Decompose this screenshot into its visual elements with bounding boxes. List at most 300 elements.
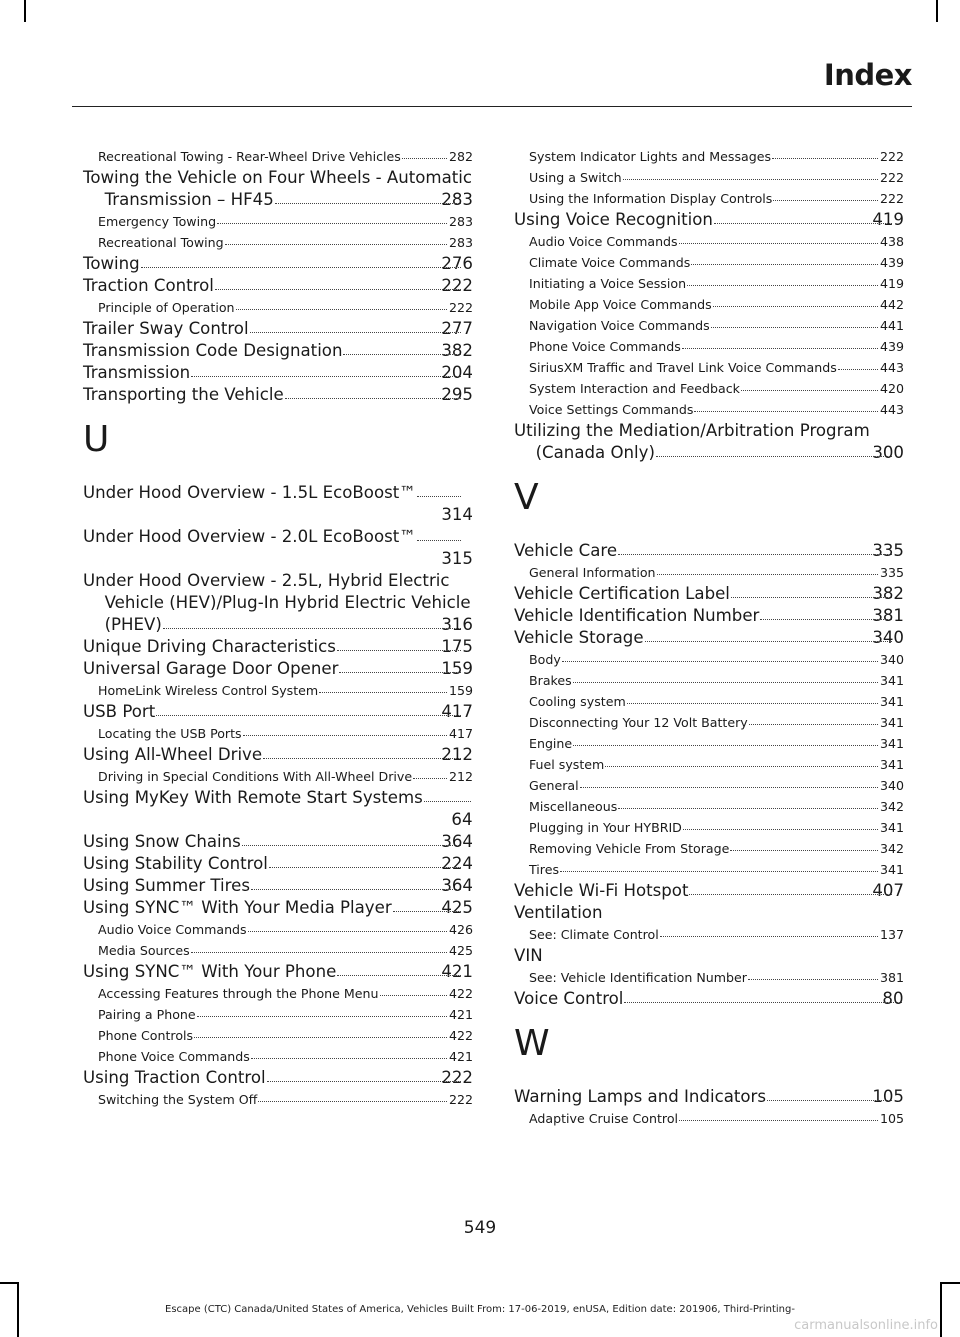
dot-leader bbox=[217, 223, 447, 224]
index-subentry bbox=[514, 733, 904, 754]
index-entry bbox=[83, 318, 473, 340]
entry-page-number: 222 bbox=[879, 167, 904, 188]
entry-label: See: Vehicle Identification Number bbox=[529, 970, 747, 985]
entry-page-number: 419 bbox=[879, 273, 904, 294]
entry-page-number: 341 bbox=[879, 670, 904, 691]
crop-mark-bottom-right bbox=[940, 1282, 960, 1284]
index-subentry bbox=[514, 1108, 904, 1129]
dot-leader bbox=[248, 931, 447, 932]
entry-page-number: 64 bbox=[451, 810, 473, 829]
entry-label: Navigation Voice Commands bbox=[529, 318, 710, 333]
dot-leader bbox=[380, 995, 447, 996]
entry-label: Universal Garage Door Opener bbox=[83, 659, 339, 678]
index-entry bbox=[514, 627, 904, 649]
entry-page-number: 105 bbox=[879, 1108, 904, 1129]
dot-leader bbox=[573, 682, 878, 683]
index-entry bbox=[83, 167, 473, 211]
dot-leader bbox=[580, 787, 878, 788]
dot-leader bbox=[660, 936, 878, 937]
entry-label: Using Snow Chains bbox=[83, 832, 241, 851]
dot-leader bbox=[215, 289, 461, 290]
index-entry bbox=[83, 897, 473, 919]
dot-leader bbox=[618, 808, 878, 809]
index-entry bbox=[83, 275, 473, 297]
dot-leader bbox=[263, 758, 461, 759]
dot-leader bbox=[560, 871, 878, 872]
entry-label: Media Sources bbox=[98, 943, 190, 958]
dot-leader bbox=[250, 332, 461, 333]
index-entry bbox=[83, 961, 473, 983]
index-subentry bbox=[514, 336, 904, 357]
entry-page-number: 316 bbox=[441, 615, 473, 634]
entry-page-number: 315 bbox=[441, 549, 473, 568]
dot-leader bbox=[689, 894, 891, 895]
dot-leader bbox=[337, 975, 461, 976]
entry-page-number: 222 bbox=[448, 297, 473, 318]
entry-label: Using a Switch bbox=[529, 170, 622, 185]
entry-label: SiriusXM Traffic and Travel Link Voice Commands bbox=[529, 360, 837, 375]
dot-leader bbox=[243, 735, 447, 736]
index-subentry bbox=[514, 399, 904, 420]
dot-leader bbox=[343, 354, 460, 355]
index-subentry bbox=[83, 1025, 473, 1046]
dot-leader bbox=[731, 597, 892, 598]
index-entry bbox=[514, 988, 904, 1010]
entry-page-number: 204 bbox=[441, 363, 473, 382]
index-entry bbox=[514, 420, 904, 464]
entry-page-number: 341 bbox=[879, 712, 904, 733]
entry-page-number: 381 bbox=[872, 606, 904, 625]
entry-label: HomeLink Wireless Control System bbox=[98, 683, 319, 698]
entry-page-number: 340 bbox=[872, 628, 904, 647]
entry-label: Using Voice Recognition bbox=[514, 210, 713, 229]
dot-leader bbox=[393, 911, 461, 912]
index-subentry bbox=[83, 919, 473, 940]
index-entry bbox=[83, 875, 473, 897]
dot-leader bbox=[657, 574, 878, 575]
dot-leader bbox=[251, 889, 461, 890]
entry-label: Adaptive Cruise Control bbox=[529, 1111, 679, 1126]
dot-leader bbox=[713, 306, 878, 307]
entry-page-number: 80 bbox=[882, 989, 904, 1008]
entry-page-number: 283 bbox=[448, 211, 473, 232]
entry-page-number: 443 bbox=[879, 357, 904, 378]
entry-page-number: 283 bbox=[441, 190, 473, 209]
index-subentry bbox=[514, 712, 904, 733]
entry-label: Using Traction Control bbox=[83, 1068, 266, 1087]
entry-label: Cooling system bbox=[529, 694, 626, 709]
entry-label: Body bbox=[529, 652, 561, 667]
dot-leader bbox=[242, 845, 461, 846]
index-subentry bbox=[514, 562, 904, 583]
index-subentry bbox=[514, 754, 904, 775]
dot-leader bbox=[194, 1037, 447, 1038]
entry-label: Using MyKey With Remote Start Systems bbox=[83, 788, 423, 807]
index-subentry bbox=[83, 1004, 473, 1025]
entry-page-number: 364 bbox=[441, 876, 473, 895]
dot-leader bbox=[225, 244, 447, 245]
dot-leader bbox=[269, 867, 461, 868]
dot-leader bbox=[339, 672, 461, 673]
index-subentry bbox=[514, 231, 904, 252]
dot-leader bbox=[562, 661, 878, 662]
dot-leader bbox=[197, 1016, 447, 1017]
entry-page-number: 441 bbox=[879, 315, 904, 336]
entry-page-number: 438 bbox=[879, 231, 904, 252]
dot-leader bbox=[627, 703, 878, 704]
index-entry bbox=[514, 540, 904, 562]
entry-label: Using SYNC™ With Your Phone bbox=[83, 962, 337, 981]
index-entry bbox=[83, 362, 473, 384]
dot-leader bbox=[772, 158, 878, 159]
index-entry bbox=[83, 1067, 473, 1089]
entry-label: Locating the USB Ports bbox=[98, 726, 242, 741]
index-entry bbox=[83, 787, 473, 831]
index-entry bbox=[83, 384, 473, 406]
entry-label: Principle of Operation bbox=[98, 300, 235, 315]
dot-leader bbox=[656, 456, 892, 457]
dot-leader bbox=[605, 766, 878, 767]
entry-page-number: 442 bbox=[879, 294, 904, 315]
index-entry bbox=[514, 945, 904, 967]
entry-label: System Interaction and Feedback bbox=[529, 381, 740, 396]
entry-label: Miscellaneous bbox=[529, 799, 618, 814]
entry-page-number: 426 bbox=[448, 919, 473, 940]
entry-page-number: 159 bbox=[441, 659, 473, 678]
entry-label: Voice Settings Commands bbox=[529, 402, 694, 417]
entry-label: Under Hood Overview - 2.5L, Hybrid Electric Vehicle (HEV)/Plug-In Hybrid Electric Vehicle (PHEV) bbox=[83, 571, 471, 634]
entry-label: VIN bbox=[514, 946, 543, 965]
entry-label: Climate Voice Commands bbox=[529, 255, 691, 270]
entry-label: General Information bbox=[529, 565, 656, 580]
index-subentry bbox=[83, 723, 473, 744]
entry-label: Towing bbox=[83, 254, 140, 273]
index-column-right bbox=[514, 146, 904, 1129]
index-letter-heading: V bbox=[514, 477, 539, 518]
index-subentry bbox=[83, 1046, 473, 1067]
index-subentry bbox=[514, 357, 904, 378]
entry-page-number: 407 bbox=[872, 881, 904, 900]
entry-label: Emergency Towing bbox=[98, 214, 217, 229]
index-subentry bbox=[83, 211, 473, 232]
entry-page-number: 417 bbox=[441, 702, 473, 721]
dot-leader bbox=[679, 243, 878, 244]
entry-label: Recreational Towing bbox=[98, 235, 224, 250]
index-entry bbox=[83, 701, 473, 723]
entry-label: Under Hood Overview - 1.5L EcoBoost™ bbox=[83, 483, 416, 502]
dot-leader bbox=[749, 724, 878, 725]
entry-label: Driving in Special Conditions With All-Wheel Drive bbox=[98, 769, 413, 784]
index-subentry bbox=[514, 273, 904, 294]
crop-mark-top-right bbox=[936, 0, 938, 22]
index-subentry bbox=[514, 691, 904, 712]
entry-label: Vehicle Storage bbox=[514, 628, 644, 647]
entry-label: Transmission Code Designation bbox=[83, 341, 343, 360]
entry-page-number: 422 bbox=[448, 1025, 473, 1046]
entry-label: Towing the Vehicle on Four Wheels - Automatic Transmission – HF45 bbox=[83, 168, 472, 209]
index-entry bbox=[83, 853, 473, 875]
entry-label: Disconnecting Your 12 Volt Battery bbox=[529, 715, 748, 730]
index-entry bbox=[83, 570, 473, 636]
entry-page-number: 340 bbox=[879, 775, 904, 796]
entry-label: Phone Voice Commands bbox=[98, 1049, 250, 1064]
index-subentry bbox=[514, 670, 904, 691]
index-subentry bbox=[514, 315, 904, 336]
index-subentry bbox=[514, 294, 904, 315]
dot-leader bbox=[683, 829, 878, 830]
dot-leader bbox=[773, 200, 878, 201]
dot-leader bbox=[573, 745, 878, 746]
entry-page-number: 341 bbox=[879, 733, 904, 754]
footer-text: Escape (CTC) Canada/United States of America, Vehicles Built From: 17-06-2019, enUSA, Edition date: 201906, Third-Printing- bbox=[165, 1304, 795, 1315]
index-entry bbox=[514, 583, 904, 605]
entry-label: Transporting the Vehicle bbox=[83, 385, 284, 404]
entry-label: Unique Driving Characteristics bbox=[83, 637, 336, 656]
dot-leader bbox=[267, 1081, 461, 1082]
index-subentry bbox=[514, 775, 904, 796]
entry-label: Ventilation bbox=[514, 903, 603, 922]
entry-page-number: 421 bbox=[448, 1004, 473, 1025]
dot-leader bbox=[141, 267, 461, 268]
dot-leader bbox=[275, 203, 461, 204]
entry-label: Voice Control bbox=[514, 989, 624, 1008]
entry-label: Using Stability Control bbox=[83, 854, 268, 873]
index-letter-heading: U bbox=[83, 419, 110, 460]
entry-label: Warning Lamps and Indicators bbox=[514, 1087, 766, 1106]
entry-label: Vehicle Care bbox=[514, 541, 618, 560]
index-entry bbox=[83, 658, 473, 680]
index-entry bbox=[83, 526, 473, 570]
index-subentry bbox=[514, 859, 904, 880]
entry-page-number: 295 bbox=[441, 385, 473, 404]
entry-label: Utilizing the Mediation/Arbitration Program (Canada Only) bbox=[514, 421, 870, 462]
dot-leader bbox=[741, 390, 878, 391]
entry-label: Transmission bbox=[83, 363, 191, 382]
index-entry bbox=[514, 1086, 904, 1108]
entry-page-number: 212 bbox=[448, 766, 473, 787]
entry-page-number: 105 bbox=[872, 1087, 904, 1106]
dot-leader bbox=[645, 641, 892, 642]
entry-page-number: 422 bbox=[448, 983, 473, 1004]
index-subentry bbox=[514, 817, 904, 838]
entry-page-number: 222 bbox=[448, 1089, 473, 1110]
entry-page-number: 222 bbox=[441, 1068, 473, 1087]
index-subentry bbox=[83, 297, 473, 318]
index-subentry bbox=[514, 796, 904, 817]
entry-label: Using All-Wheel Drive bbox=[83, 745, 263, 764]
dot-leader bbox=[251, 1058, 447, 1059]
dot-leader bbox=[191, 376, 461, 377]
entry-page-number: 419 bbox=[872, 210, 904, 229]
index-letter-heading: W bbox=[514, 1023, 550, 1064]
index-entry bbox=[83, 831, 473, 853]
entry-label: Switching the System Off bbox=[98, 1092, 258, 1107]
entry-label: Initiating a Voice Session bbox=[529, 276, 687, 291]
entry-page-number: 382 bbox=[441, 341, 473, 360]
entry-page-number: 425 bbox=[448, 940, 473, 961]
dot-leader bbox=[711, 327, 878, 328]
entry-label: Phone Voice Commands bbox=[529, 339, 681, 354]
dot-leader bbox=[258, 1101, 447, 1102]
entry-label: General bbox=[529, 778, 579, 793]
entry-page-number: 439 bbox=[879, 252, 904, 273]
entry-page-number: 224 bbox=[441, 854, 473, 873]
entry-page-number: 420 bbox=[879, 378, 904, 399]
entry-label: Pairing a Phone bbox=[98, 1007, 196, 1022]
dot-leader bbox=[156, 715, 461, 716]
dot-leader bbox=[687, 285, 878, 286]
entry-page-number: 364 bbox=[441, 832, 473, 851]
index-entry bbox=[514, 209, 904, 231]
index-subentry bbox=[83, 766, 473, 787]
entry-page-number: 341 bbox=[879, 859, 904, 880]
entry-page-number: 159 bbox=[448, 680, 473, 701]
entry-page-number: 341 bbox=[879, 691, 904, 712]
entry-page-number: 282 bbox=[448, 146, 473, 167]
dot-leader bbox=[236, 309, 447, 310]
entry-label: Removing Vehicle From Storage bbox=[529, 841, 730, 856]
entry-label: USB Port bbox=[83, 702, 156, 721]
entry-label: Using the Information Display Controls bbox=[529, 191, 773, 206]
index-entry bbox=[83, 253, 473, 275]
dot-leader bbox=[767, 1100, 892, 1101]
entry-label: Traction Control bbox=[83, 276, 214, 295]
index-entry bbox=[83, 744, 473, 766]
index-column-left bbox=[83, 146, 473, 1110]
dot-leader bbox=[623, 179, 878, 180]
entry-label: Phone Controls bbox=[98, 1028, 194, 1043]
entry-page-number: 421 bbox=[441, 962, 473, 981]
entry-label: Tires bbox=[529, 862, 560, 877]
index-subentry bbox=[83, 940, 473, 961]
watermark: carmanualsonline.info bbox=[794, 1318, 938, 1333]
entry-page-number: 335 bbox=[879, 562, 904, 583]
entry-label: Engine bbox=[529, 736, 573, 751]
dot-leader bbox=[694, 411, 877, 412]
entry-page-number: 222 bbox=[879, 188, 904, 209]
index-subentry bbox=[514, 188, 904, 209]
entry-page-number: 276 bbox=[441, 254, 473, 273]
page-title: Index bbox=[823, 58, 912, 92]
entry-label: Mobile App Voice Commands bbox=[529, 297, 712, 312]
entry-label: Vehicle Certification Label bbox=[514, 584, 730, 603]
dot-leader bbox=[417, 496, 461, 497]
entry-page-number: 342 bbox=[879, 796, 904, 817]
entry-page-number: 443 bbox=[879, 399, 904, 420]
dot-leader bbox=[624, 1002, 902, 1003]
entry-page-number: 314 bbox=[441, 505, 473, 524]
crop-mark-bottom-left bbox=[0, 1282, 18, 1284]
dot-leader bbox=[402, 158, 447, 159]
entry-label: Plugging in Your HYBRID bbox=[529, 820, 682, 835]
entry-label: Brakes bbox=[529, 673, 572, 688]
index-subentry bbox=[514, 924, 904, 945]
header-divider bbox=[72, 106, 912, 107]
index-subentry bbox=[514, 146, 904, 167]
entry-page-number: 341 bbox=[879, 817, 904, 838]
index-subentry bbox=[83, 146, 473, 167]
dot-leader bbox=[760, 619, 892, 620]
entry-label: Using SYNC™ With Your Media Player bbox=[83, 898, 392, 917]
index-subentry bbox=[83, 680, 473, 701]
dot-leader bbox=[679, 1120, 878, 1121]
dot-leader bbox=[838, 369, 878, 370]
entry-page-number: 382 bbox=[872, 584, 904, 603]
dot-leader bbox=[163, 628, 461, 629]
index-entry bbox=[83, 636, 473, 658]
entry-label: Vehicle Wi-Fi Hotspot bbox=[514, 881, 689, 900]
crop-mark-top-left bbox=[24, 0, 26, 22]
entry-page-number: 300 bbox=[872, 443, 904, 462]
dot-leader bbox=[424, 801, 471, 802]
entry-page-number: 342 bbox=[879, 838, 904, 859]
entry-label: Using Summer Tires bbox=[83, 876, 250, 895]
entry-label: System Indicator Lights and Messages bbox=[529, 149, 772, 164]
index-subentry bbox=[514, 967, 904, 988]
entry-label: Audio Voice Commands bbox=[98, 922, 247, 937]
entry-page-number: 335 bbox=[872, 541, 904, 560]
index-entry bbox=[514, 880, 904, 902]
dot-leader bbox=[285, 398, 461, 399]
index-entry bbox=[83, 482, 473, 526]
dot-leader bbox=[691, 264, 878, 265]
entry-page-number: 222 bbox=[441, 276, 473, 295]
entry-page-number: 381 bbox=[879, 967, 904, 988]
dot-leader bbox=[730, 850, 878, 851]
entry-label: Vehicle Identification Number bbox=[514, 606, 760, 625]
index-subentry bbox=[514, 838, 904, 859]
dot-leader bbox=[714, 223, 892, 224]
entry-page-number: 421 bbox=[448, 1046, 473, 1067]
entry-page-number: 175 bbox=[441, 637, 473, 656]
dot-leader bbox=[417, 540, 461, 541]
entry-page-number: 439 bbox=[879, 336, 904, 357]
entry-page-number: 283 bbox=[448, 232, 473, 253]
index-entry bbox=[514, 605, 904, 627]
index-entry bbox=[514, 902, 904, 924]
index-subentry bbox=[83, 1089, 473, 1110]
index-subentry bbox=[514, 167, 904, 188]
index-subentry bbox=[514, 649, 904, 670]
dot-leader bbox=[337, 650, 461, 651]
entry-label: Under Hood Overview - 2.0L EcoBoost™ bbox=[83, 527, 416, 546]
dot-leader bbox=[319, 692, 447, 693]
index-subentry bbox=[514, 378, 904, 399]
entry-label: Audio Voice Commands bbox=[529, 234, 678, 249]
index-subentry bbox=[83, 232, 473, 253]
index-entry bbox=[83, 340, 473, 362]
entry-label: Trailer Sway Control bbox=[83, 319, 249, 338]
entry-label: Accessing Features through the Phone Menu bbox=[98, 986, 379, 1001]
dot-leader bbox=[413, 778, 447, 779]
entry-page-number: 417 bbox=[448, 723, 473, 744]
dot-leader bbox=[191, 952, 447, 953]
dot-leader bbox=[682, 348, 878, 349]
page-number: 549 bbox=[463, 1218, 497, 1238]
entry-page-number: 137 bbox=[879, 924, 904, 945]
entry-label: Recreational Towing - Rear-Wheel Drive Vehicles bbox=[98, 149, 401, 164]
entry-page-number: 340 bbox=[879, 649, 904, 670]
dot-leader bbox=[748, 979, 878, 980]
index-subentry bbox=[83, 983, 473, 1004]
entry-page-number: 341 bbox=[879, 754, 904, 775]
entry-page-number: 212 bbox=[441, 745, 473, 764]
entry-label: See: Climate Control bbox=[529, 927, 659, 942]
entry-page-number: 222 bbox=[879, 146, 904, 167]
entry-page-number: 425 bbox=[441, 898, 473, 917]
index-subentry bbox=[514, 252, 904, 273]
entry-label: Fuel system bbox=[529, 757, 605, 772]
